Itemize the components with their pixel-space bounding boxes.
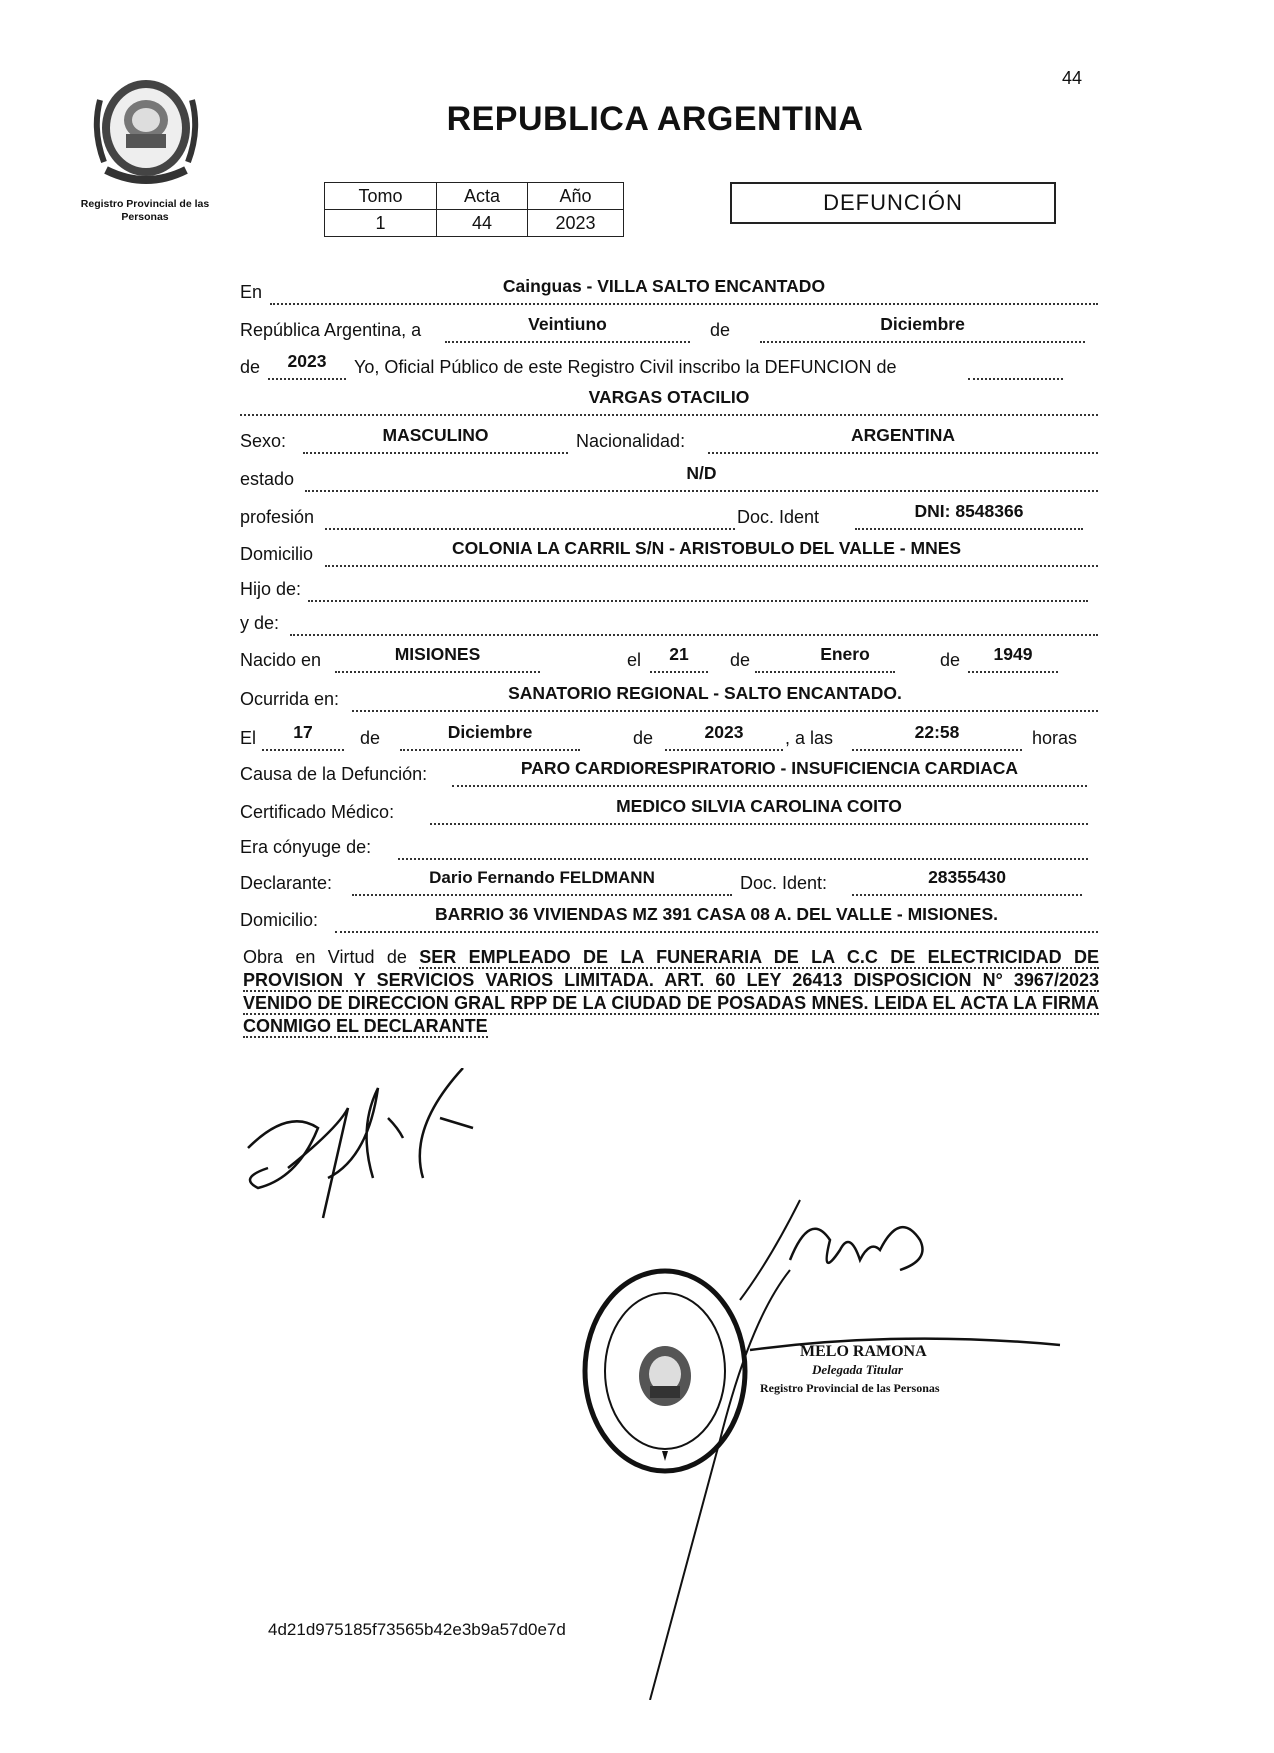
official-role: Delegada Titular [812,1362,903,1377]
decl-doc-field [852,866,1082,896]
acta-value: 44 [437,210,528,237]
row-causa [240,757,1098,787]
decl-doc-label: Doc. Ident: [740,873,828,893]
def-anio-field [665,721,783,751]
doc-ident-value: DNI: 8548366 [914,501,1024,521]
en-value: Cainguas - VILLA SALTO ENCANTADO [502,276,826,296]
alas-label: , a las [785,728,834,748]
estado-value: N/D [686,463,717,483]
row-nacido [240,643,1098,673]
nacionalidad-field [708,424,1098,454]
tomo-value: 1 [325,210,437,237]
declarante-label: Declarante: [240,873,333,893]
official-registro: Registro Provincial de las Personas [760,1381,940,1395]
nac-mes-field [755,643,895,673]
causa-value: PARO CARDIORESPIRATORIO - INSUFICIENCIA CARDIACA [520,758,1019,778]
causa-field [452,757,1087,787]
decl-domicilio-field [335,903,1098,933]
registro-label: Registro Provincial de las Personas [80,198,210,223]
yo-trailing-field [968,350,1063,380]
de-label: de [710,320,731,340]
yde-label: y de: [240,613,280,633]
anio-value: 2023 [287,351,327,371]
nacionalidad-value: ARGENTINA [850,425,956,445]
de2-label: de [240,357,261,377]
tomo-header: Tomo [325,183,437,210]
certificado-field [430,795,1088,825]
row-certificado [240,795,1098,825]
official-signature [600,1180,1070,1700]
nombre-field [240,386,1098,416]
nac-de-label: de [730,650,751,670]
sexo-label: Sexo: [240,431,287,451]
official-name: MELO RAMONA [800,1343,927,1360]
certificado-value: MEDICO SILVIA CAROLINA COITO [616,796,902,816]
sexo-field [303,424,568,454]
obra-text: SER EMPLEADO DE LA FUNERARIA DE LA C.C DE ELECTRICIDAD DE PROVISION Y SERVICIOS VARIOS LIMITADA. ART. 60 LEY 26413 DISPOSICION N° 3967/2023 VENIDO DE DIRECCION GRAL RPP DE LA CIUDAD DE POSADAS MNES. LEIDA EL ACTA LA FIRMA CONMIGO EL DECLARANTE [243,947,1099,1036]
row-en [240,275,1098,305]
mes-field [760,313,1085,343]
obra-paragraph [243,946,1099,1038]
domicilio-label: Domicilio [240,544,314,564]
def-hora-value: 22:58 [914,722,960,742]
conyuge-field [398,830,1088,860]
hijo-label: Hijo de: [240,579,302,599]
row-ocurrida [240,682,1098,712]
profesion-label: profesión [240,507,315,527]
def-mes-value: Diciembre [447,722,533,742]
anio-header: Año [528,183,624,210]
row-fecha [240,313,1098,343]
row-sexo [240,424,1098,454]
def-de-label: de [360,728,381,748]
domicilio-value: COLONIA LA CARRIL S/N - ARISTOBULO DEL VALLE - MNES [451,538,962,558]
page-title: REPUBLICA ARGENTINA [446,100,864,138]
nacionalidad-label: Nacionalidad: [576,431,686,451]
el2-label: El [240,728,257,748]
domicilio-field [325,537,1098,567]
nacido-label: Nacido en [240,650,322,670]
en-label: En [240,282,263,302]
row-hijo [240,572,1098,602]
def-de2-label: de [633,728,654,748]
provincia-misiones-seal-icon [86,70,206,190]
decl-doc-value: 28355430 [928,867,1006,887]
nac-dia-value: 21 [669,644,689,664]
ocurrida-value: SANATORIO REGIONAL - SALTO ENCANTADO. [508,683,902,703]
row-fecha-defuncion [240,721,1098,751]
yo-text: Yo, Oficial Público de este Registro Civil inscribo la DEFUNCION de [354,357,897,377]
row-decl-domicilio [240,903,1098,933]
def-dia-field [262,721,344,751]
def-dia-value: 17 [293,722,313,742]
ocurrida-field [352,682,1098,712]
row-estado [240,462,1098,492]
el-label: el [627,650,642,670]
declarante-signature [228,1068,498,1258]
estado-field [305,462,1098,492]
row-domicilio [240,537,1098,567]
row-declarante [240,866,1098,896]
sexo-value: MASCULINO [382,425,489,445]
row-nombre [240,386,1098,416]
causa-label: Causa de la Defunción: [240,764,428,784]
official-block [760,1343,940,1397]
conyuge-label: Era cónyuge de: [240,837,372,857]
row-yde [240,606,1098,636]
doc-ident-label: Doc. Ident [737,507,820,527]
nombre-value: VARGAS OTACILIO [588,387,750,407]
profesion-field [325,500,735,530]
row-yo [240,350,1098,380]
dia-value: Veintiuno [528,314,607,334]
republica-label: República Argentina, a [240,320,422,340]
estado-label: estado [240,469,295,489]
def-anio-value: 2023 [704,722,744,742]
horas-label: horas [1032,728,1078,748]
doc-ident-field [855,500,1083,530]
yde-field [290,606,1098,636]
nac-anio-value: 1949 [993,644,1033,664]
mes-value: Diciembre [880,314,965,334]
def-hora-field [852,721,1022,751]
nacido-value: MISIONES [394,644,481,664]
document-type-box: DEFUNCIÓN [730,182,1056,224]
anio-value: 2023 [528,210,624,237]
nac-anio-field [968,643,1058,673]
en-field [270,275,1098,305]
acta-table [324,182,624,237]
ocurrida-label: Ocurrida en: [240,689,340,709]
declarante-value: Dario Fernando FELDMANN [429,868,655,887]
hijo-field [308,572,1088,602]
page-number: 44 [1062,68,1083,88]
nac-mes-value: Enero [820,644,870,664]
declarante-field [352,866,732,896]
dia-field [445,313,690,343]
row-profesion [240,500,1098,530]
obra-label: Obra en Virtud de [243,947,407,967]
decl-domicilio-value: BARRIO 36 VIVIENDAS MZ 391 CASA 08 A. DEL VALLE - MISIONES. [434,904,999,924]
def-mes-field [400,721,580,751]
document-hash: 4d21d975185f73565b42e3b9a57d0e7d [268,1620,566,1639]
certificado-label: Certificado Médico: [240,802,395,822]
acta-header: Acta [437,183,528,210]
nac-dia-field [650,643,708,673]
row-conyuge [240,830,1098,860]
decl-domicilio-label: Domicilio: [240,910,319,930]
nacido-field [335,643,540,673]
nac-de2-label: de [940,650,961,670]
anio-field [268,350,346,380]
